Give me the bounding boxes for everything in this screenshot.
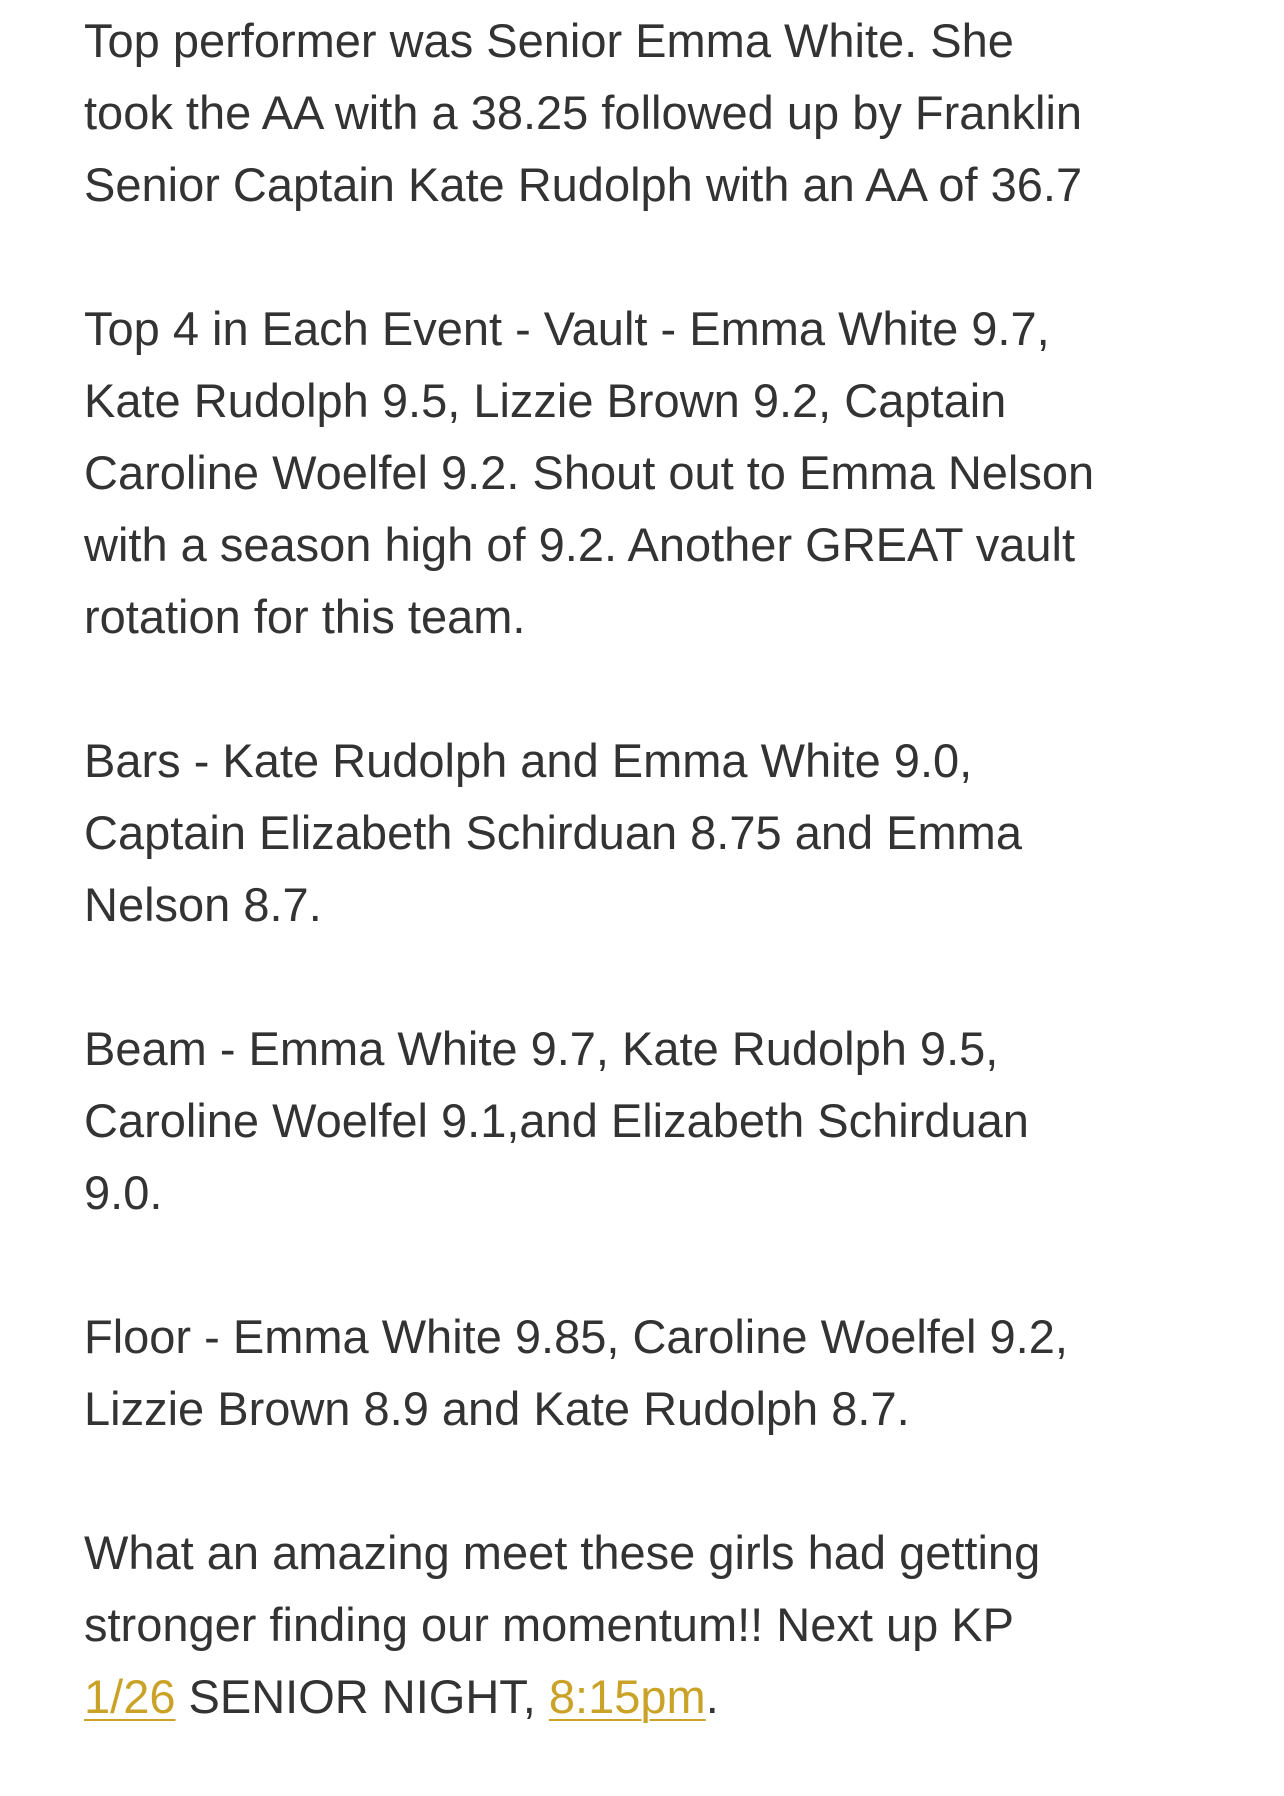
text-line: Top 4 in Each Event - Vault - Emma White 9.7, [84, 302, 1050, 355]
text-line: Nelson 8.7. [84, 878, 322, 931]
text-line: Beam - Emma White 9.7, Kate Rudolph 9.5, [84, 1022, 999, 1075]
text-line: Floor - Emma White 9.85, Caroline Woelfel 9.2, [84, 1310, 1068, 1363]
text-line: What an amazing meet these girls had getting [84, 1526, 1041, 1579]
text-line: Caroline Woelfel 9.1,and Elizabeth Schirduan [84, 1094, 1029, 1147]
text-line: rotation for this team. [84, 590, 526, 643]
paragraph-closing [84, 1517, 1224, 1733]
text-line: took the AA with a 38.25 followed up by Franklin [84, 86, 1083, 139]
text-line: Captain Elizabeth Schirduan 8.75 and Emma [84, 806, 1022, 859]
text-line: with a season high of 9.2. Another GREAT vault [84, 518, 1076, 571]
text-line: Top performer was Senior Emma White. She [84, 14, 1014, 67]
paragraph-top-performer [84, 5, 1224, 221]
text-line: Senior Captain Kate Rudolph with an AA of 36.7 [84, 158, 1083, 211]
date-link[interactable]: 1/26 [84, 1670, 176, 1723]
closing-period: . [705, 1670, 719, 1723]
note-body [84, 0, 1224, 1733]
text-line: Caroline Woelfel 9.2. Shout out to Emma Nelson [84, 446, 1095, 499]
paragraph-vault [84, 293, 1224, 653]
text-line: Lizzie Brown 8.9 and Kate Rudolph 8.7. [84, 1382, 910, 1435]
time-link[interactable]: 8:15pm [548, 1670, 706, 1723]
text-line: stronger finding our momentum!! Next up KP [84, 1598, 1014, 1651]
text-line: Kate Rudolph 9.5, Lizzie Brown 9.2, Captain [84, 374, 1007, 427]
paragraph-bars [84, 725, 1224, 941]
text-line: 9.0. [84, 1166, 163, 1219]
paragraph-beam [84, 1013, 1224, 1229]
senior-night-text: SENIOR NIGHT, [175, 1670, 549, 1723]
text-line: Bars - Kate Rudolph and Emma White 9.0, [84, 734, 973, 787]
paragraph-floor [84, 1301, 1224, 1445]
